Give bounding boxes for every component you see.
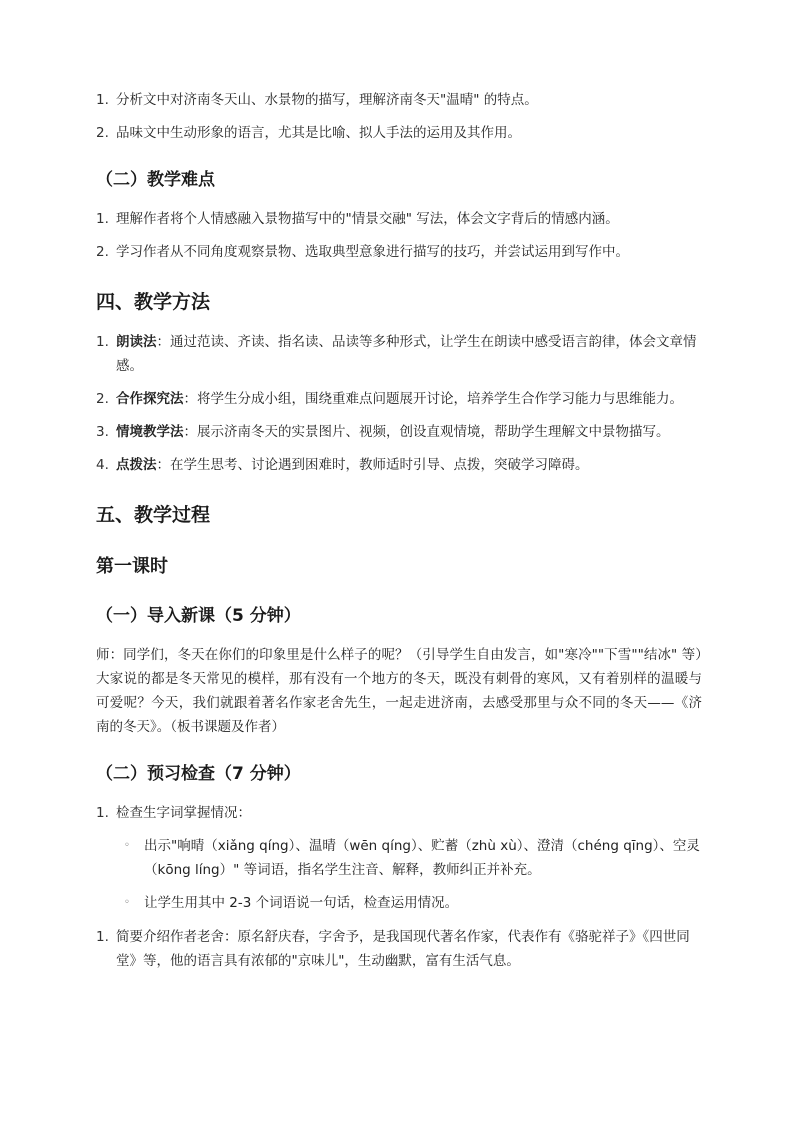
method-text: ：在学生思考、讨论遇到困难时，教师适时引导、点拨，突破学习障碍。 — [156, 457, 589, 473]
objectives-list — [96, 88, 702, 145]
method-label: 情境教学法 — [116, 424, 184, 440]
list-item-text: 简要介绍作者老舍：原名舒庆春，字舍予，是我国现代著名作家，代表作有《骆驼祥子》《四世同堂》等，他的语言具有浓郁的"京味儿"，生动幽默，富有生活气息。 — [116, 929, 690, 969]
list-number: 1. — [96, 929, 109, 945]
list-item-text: 学习作者从不同角度观察景物、选取典型意象进行描写的技巧，并尝试运用到写作中。 — [116, 244, 629, 260]
list-item — [96, 801, 702, 825]
difficulty-heading: （二）教学难点 — [96, 170, 215, 190]
preview-list — [96, 801, 702, 973]
list-item-text: 理解作者将个人情感融入景物描写中的"情景交融" 写法，体会文字背后的情感内涵。 — [116, 211, 619, 227]
document-page — [96, 88, 702, 982]
method-label: 点拨法 — [116, 457, 157, 473]
list-item — [96, 925, 702, 973]
list-number: 2. — [96, 391, 109, 407]
sublist-item — [96, 834, 702, 882]
list-number: 1. — [96, 805, 109, 821]
lesson-heading: 第一课时 — [96, 556, 168, 577]
method-text: ：将学生分成小组，围绕重难点问题展开讨论，培养学生合作学习能力与思维能力。 — [183, 391, 683, 407]
intro-heading: （一）导入新课（5 分钟） — [96, 606, 301, 626]
list-item-text: 检查生字词掌握情况： — [116, 805, 251, 821]
list-number: 3. — [96, 424, 109, 440]
sublist-item-text: 出示"响晴（xiǎng qíng）、温晴（wēn qíng）、贮蓄（zhù xù）、澄清（chéng qīng）、空灵（kōng líng）" 等词语，指名学生注音、解释，教师纠正并补充。 — [144, 838, 700, 878]
method-text: ：通过范读、齐读、指名读、品读等多种形式，让学生在朗读中感受语言韵律，体会文章情感。 — [116, 334, 697, 374]
difficulty-list — [96, 207, 702, 264]
list-number: 2. — [96, 125, 109, 141]
method-text: ：展示济南冬天的实景图片、视频，创设直观情境，帮助学生理解文中景物描写。 — [183, 424, 670, 440]
intro-paragraph: 师：同学们，冬天在你们的印象里是什么样子的呢？（引导学生自由发言，如"寒冷""下雪""结冰" 等）大家说的都是冬天常见的模样，那有没有一个地方的冬天，既没有刺骨的寒风，又有着别样的温暖与可爱呢？今天，我们就跟着著名作家老舍先生，一起走进济南，去感受那里与众不同的冬天——《济南的冬天》。（板书课题及作者） — [96, 647, 702, 735]
list-item-text: 品味文中生动形象的语言，尤其是比喻、拟人手法的运用及其作用。 — [116, 125, 521, 141]
list-number: 1. — [96, 211, 109, 227]
preview-sublist — [96, 834, 702, 915]
sublist-item — [96, 891, 702, 915]
preview-heading: （二）预习检查（7 分钟） — [96, 764, 301, 784]
methods-list — [96, 330, 702, 477]
list-item — [96, 240, 702, 264]
list-item — [96, 420, 702, 444]
methods-heading: 四、教学方法 — [96, 291, 211, 313]
list-item — [96, 207, 702, 231]
list-item — [96, 330, 702, 378]
list-number: 1. — [96, 334, 109, 350]
process-heading: 五、教学过程 — [96, 504, 211, 526]
list-item — [96, 453, 702, 477]
method-label: 合作探究法 — [116, 391, 184, 407]
list-number: 4. — [96, 457, 109, 473]
hollow-bullet-icon: ◦ — [124, 897, 130, 908]
list-item-text: 分析文中对济南冬天山、水景物的描写，理解济南冬天"温晴" 的特点。 — [116, 92, 538, 108]
list-item — [96, 387, 702, 411]
list-item — [96, 121, 702, 145]
list-item — [96, 88, 702, 112]
sublist-item-text: 让学生用其中 2-3 个词语说一句话，检查运用情况。 — [144, 895, 459, 911]
method-label: 朗读法 — [116, 334, 157, 350]
list-number: 2. — [96, 244, 109, 260]
list-number: 1. — [96, 92, 109, 108]
hollow-bullet-icon: ◦ — [124, 840, 130, 851]
